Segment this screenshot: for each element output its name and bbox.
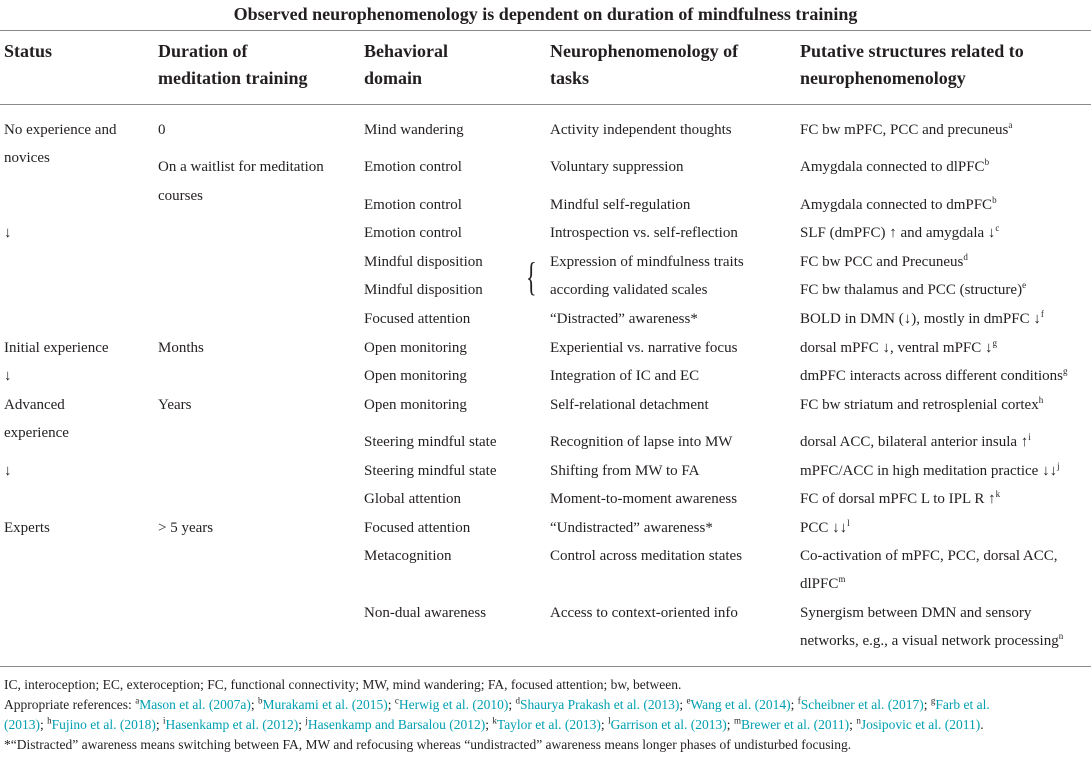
row-task: Expression of mindfulness traits [550,254,744,270]
row-structure-footnote: c [995,223,1000,233]
ref-sup: h [47,715,52,726]
ref-sup: c [394,695,399,706]
row-task: Introspection vs. self-reflection [550,225,738,241]
row-structure-footnote: d [963,252,968,262]
row-structure-text: Amygdala connected to dlPFC [800,159,985,175]
header-rule [0,104,1091,105]
table-title: Observed neurophenomenology is dependent on duration of mindfulness training [233,4,858,24]
reference-link[interactable]: Taylor et al. (2013) [496,717,601,732]
row-task: Shifting from MW to FA [550,463,700,479]
row-structure-text: dorsal mPFC ↓, ventral mPFC ↓ [800,340,993,356]
reference-link[interactable]: Hasenkamp and Barsalou (2012) [307,717,486,732]
header-duration-line1: Duration of [158,41,248,61]
row-structure-footnote: l [847,518,850,528]
ref-sup: f [797,695,801,706]
duration-years: Years [158,397,192,413]
reference-link[interactable]: (2013) [4,717,40,732]
row-structure-text: networks, e.g., a visual network processing [800,633,1059,649]
header-neuro-line1: Neurophenomenology of [550,41,739,61]
row-structure-text: Amygdala connected to dmPFC [800,197,993,213]
row-structure [800,391,1043,419]
reference-link[interactable]: Shaurya Prakash et al. (2013) [520,697,680,712]
row-structure-footnote: b [984,157,990,167]
reference-link[interactable]: Garrison et al. (2013) [610,717,727,732]
reference-link[interactable]: Herwig et al. (2010) [398,697,509,712]
ref-sup: j [305,715,308,726]
row-structure [800,485,1000,513]
header-status: Status [4,41,53,61]
footnote-references-line1: Appropriate references: $^a$Mason et al. (2007a); $^b$Murakami et al. (2015); $^c$Herwig et al. (2010); $^d$Shaurya Prakash et al. (2013); $^e$Wang et al. (2014); $^f$Scheibner et al. (2017); $^g$Farb et al. [4,695,990,712]
row-structure-footnote: g [992,338,998,348]
row-structure-footnote: g [1063,366,1068,376]
reference-link[interactable]: Murakami et al. (2015) [262,697,388,712]
ref-sup: a [135,695,140,706]
header-duration [158,38,308,92]
duration-months: Months [158,340,204,356]
row-structure-continued [800,627,1063,655]
row-domain: Emotion control [364,159,462,175]
row-structure-text: Synergism between DMN and sensory [800,605,1032,621]
row-structure-text: FC bw PCC and Precuneus [800,254,964,270]
reference-link[interactable]: Mason et al. (2007a) [139,697,251,712]
row-structure [800,219,999,247]
row-structure [800,514,850,542]
row-structure-footnote: i [1028,432,1031,442]
status-advanced-experience: experience [4,425,69,441]
row-structure-text: SLF (dmPFC) ↑ and amygdala ↓ [800,225,996,241]
footnote-references-line2: (2013); $^h$Fujino et al. (2018); $^i$Hasenkamp et al. (2012); $^j$Hasenkamp and Barsalou (2012); $^k$Taylor et al. (2013); $^l$Garrison et al. (2013); $^m$Brewer et al. (2011); $^n$Josipovic et al. (2011). [4,715,984,732]
duration-waitlist-courses: courses [158,188,203,204]
status-no-experience: No experience and [4,122,117,138]
row-domain: Global attention [364,491,462,507]
row-structure [800,599,1031,627]
row-task: according validated scales [550,282,708,298]
row-domain: Mindful disposition [364,282,483,298]
row-structure [800,428,1031,456]
duration-zero: 0 [158,122,166,138]
row-domain: Mindful disposition [364,254,483,270]
row-structure [800,542,1058,570]
references-label: Appropriate references: [4,697,132,712]
top-rule [0,30,1091,31]
reference-link[interactable]: Josipovic et al. (2011) [860,717,981,732]
ref-sup: m [733,715,741,726]
status-arrow-2: ↓ [4,368,12,384]
row-domain: Open monitoring [364,368,467,384]
header-structures-line1: Putative structures related to [800,41,1024,61]
row-structure-footnote: b [992,195,997,205]
row-task: Control across meditation states [550,548,743,564]
row-task: Voluntary suppression [550,159,684,175]
footnote-abbreviations: IC, interoception; EC, exteroception; FC, functional connectivity; MW, mind wandering; FA, focused attention; bw, between. [4,677,682,692]
ref-sup: e [686,695,691,706]
row-structure-text: dorsal ACC, bilateral anterior insula ↑ [800,434,1029,450]
row-structure-text: FC of dorsal mPFC L to IPL R ↑ [800,491,996,507]
row-domain: Emotion control [364,197,462,213]
row-structure-text: FC bw mPFC, PCC and precuneus [800,122,1009,138]
row-task: Activity independent thoughts [550,122,732,138]
header-structures-line2: neurophenomenology [800,68,966,88]
row-structure [800,191,997,219]
row-domain: Open monitoring [364,397,467,413]
bottom-rule [0,666,1091,667]
row-domain: Metacognition [364,548,452,564]
status-novices: novices [4,150,50,166]
ref-sup: l [608,715,611,726]
ref-sup: i [163,715,166,726]
row-structure [800,305,1044,333]
reference-link[interactable]: Hasenkamp et al. (2012) [165,717,299,732]
row-task: Recognition of lapse into MW [550,434,733,450]
reference-link[interactable]: Fujino et al. (2018) [51,717,156,732]
row-structure-text: dlPFC [800,576,839,592]
row-structure [800,276,1026,304]
header-duration-line2: meditation training [158,68,308,88]
row-task: Access to context-oriented info [550,605,738,621]
row-structure-footnote: j [1057,461,1060,471]
ref-sup: k [492,715,497,726]
header-domain-line1: Behavioral [364,41,448,61]
row-task: “Distracted” awareness* [550,311,698,327]
row-structure-text: FC bw striatum and retrosplenial cortex [800,397,1039,413]
row-task: Self-relational detachment [550,397,709,413]
row-structure-text: mPFC/ACC in high meditation practice ↓↓ [800,463,1058,479]
row-domain: Focused attention [364,311,471,327]
row-domain: Steering mindful state [364,463,497,479]
status-arrow-1: ↓ [4,225,12,241]
ref-sup: b [258,695,263,706]
row-structure [800,457,1060,485]
row-structure [800,153,989,181]
header-domain [364,38,448,92]
brace-icon: { [526,254,537,299]
row-structure-footnote: f [1040,309,1044,319]
row-domain: Steering mindful state [364,434,497,450]
row-structure-footnote: e [1022,280,1027,290]
row-structure [800,116,1012,144]
status-advanced: Advanced [4,397,65,413]
row-task: Experiential vs. narrative focus [550,340,738,356]
row-structure-text: PCC ↓↓ [800,520,848,536]
row-structure-continued [800,570,845,598]
status-initial: Initial experience [4,340,109,356]
header-domain-line2: domain [364,68,423,88]
row-structure-footnote: m [838,574,846,584]
row-task: “Undistracted” awareness* [550,520,713,536]
duration-five-years: > 5 years [158,520,214,536]
row-domain: Open monitoring [364,340,467,356]
row-structure-text: FC bw thalamus and PCC (structure) [800,282,1023,298]
row-structure [800,362,1068,390]
header-neuro [550,38,738,92]
row-structure-text: dmPFC interacts across different conditions [800,368,1064,384]
reference-link[interactable]: Farb et al. [935,697,990,712]
row-domain: Focused attention [364,520,471,536]
row-structure [800,334,997,362]
header-structures [800,38,1024,92]
row-task: Mindful self-regulation [550,197,691,213]
reference-link[interactable]: Scheibner et al. (2017) [800,697,924,712]
row-structure-text: Co-activation of mPFC, PCC, dorsal ACC, [800,548,1058,564]
duration-waitlist: On a waitlist for meditation [158,159,324,175]
footnote-star: *“Distracted” awareness means switching between FA, MW and refocusing whereas “undistracted” awareness means longer phases of undisturbed focusing. [4,737,852,752]
row-structure-text: BOLD in DMN (↓), mostly in dmPFC ↓ [800,311,1041,327]
row-domain: Emotion control [364,225,462,241]
row-structure-footnote: a [1008,120,1013,130]
ref-sup: d [515,695,521,706]
header-neuro-line2: tasks [550,68,590,88]
row-task: Moment-to-moment awareness [550,491,738,507]
row-task: Integration of IC and EC [550,368,700,384]
ref-sup: n [856,715,861,726]
row-structure-footnote: h [1038,395,1044,405]
status-experts: Experts [4,520,50,536]
reference-link[interactable]: Wang et al. (2014) [690,697,791,712]
row-structure-footnote: k [995,489,1001,499]
row-structure [800,248,968,276]
row-structure-footnote: n [1058,631,1064,641]
row-domain: Mind wandering [364,122,464,138]
reference-link[interactable]: Brewer et al. (2011) [740,717,850,732]
status-arrow-3: ↓ [4,463,12,479]
ref-sup: g [930,695,936,706]
row-domain: Non-dual awareness [364,605,487,621]
